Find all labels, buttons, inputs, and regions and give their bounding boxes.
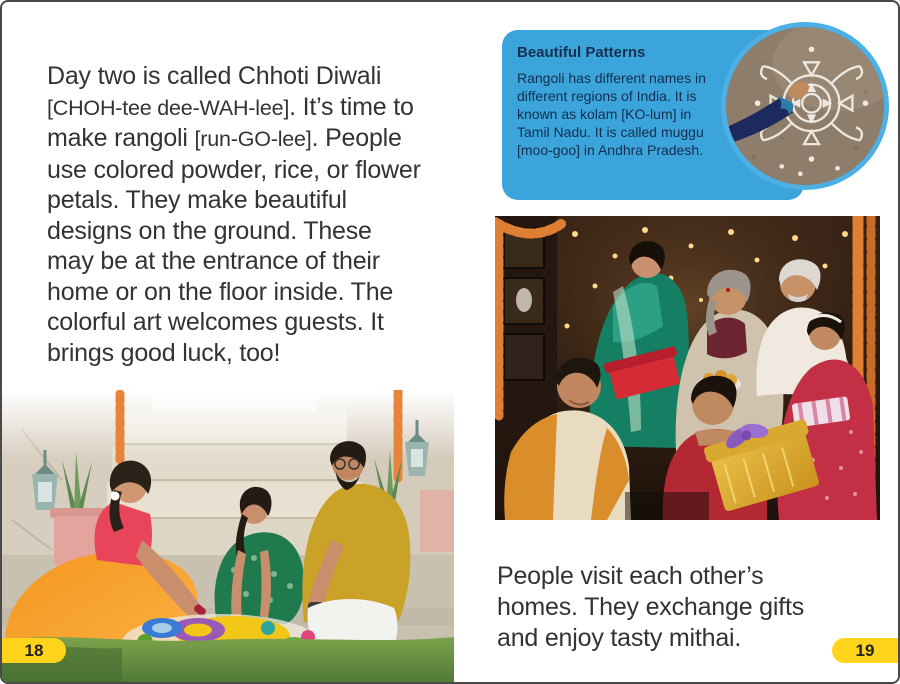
page-number-left: 18 xyxy=(2,638,66,663)
family-exchanging-gifts-photo xyxy=(495,216,880,520)
family-making-rangoli-photo xyxy=(2,390,454,684)
rangoli-closeup-circle-photo xyxy=(721,22,889,190)
page-number-right: 19 xyxy=(832,638,898,663)
callout-body: Rangoli has different names in different regions of India. It is known as kolam [KO-lum] in Tamil Nadu. It is called muggu [moo-goo] in Andhra Pradesh. xyxy=(517,70,706,158)
right-page-caption: People visit each other’s homes. They exchange gifts and enjoy tasty mithai. xyxy=(497,562,805,652)
left-page-paragraph: Day two is called Chhoti Diwali [CHOH-tee dee-WAH-lee]. It’s time to make rangoli [run-GO-lee]. People use colored powder, rice, or flower petals. They make beautiful designs on the ground. These may be at the entrance of their home or on the floor inside. The colorful art welcomes guests. It brings good luck, too! xyxy=(47,62,421,367)
callout-title: Beautiful Patterns xyxy=(517,44,646,61)
display-shelf xyxy=(495,216,557,431)
